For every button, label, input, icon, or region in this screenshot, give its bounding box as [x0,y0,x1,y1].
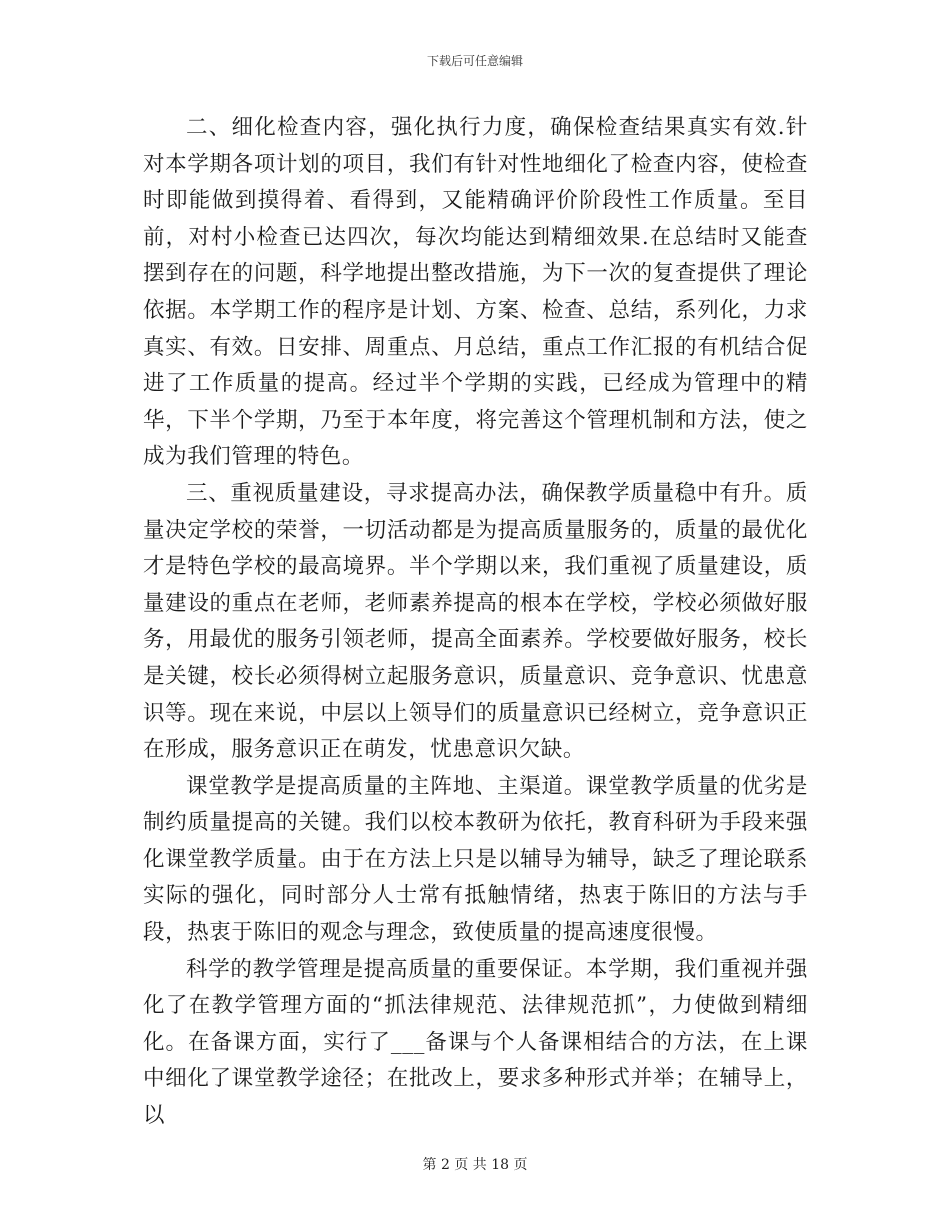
paragraph-1: 二、细化检查内容，强化执行力度，确保检查结果真实有效.针对本学期各项计划的项目，我们有针对性地细化了检查内容，使检查时即能做到摸得着、看得到，又能精确评价阶段性工作质量。至目前，对村小检查已达四次，每次均能达到精细效果.在总结时又能查摆到存在的问题，科学地提出整改措施，为下一次的复查提供了理论依据。本学期工作的程序是计划、方案、检查、总结，系列化，力求真实、有效。日安排、周重点、月总结，重点工作汇报的有机结合促进了工作质量的提高。经过半个学期的实践，已经成为管理中的精华，下半个学期，乃至于本年度，将完善这个管理机制和方法，使之成为我们管理的特色。 [143,115,808,470]
page-footer: 第 2 页 共 18 页 [422,1157,528,1173]
document-body [143,110,808,1135]
paragraph-2: 三、重视质量建设，寻求提高办法，确保教学质量稳中有升。质量决定学校的荣誉，一切活动都是为提高质量服务的，质量的最优化才是特色学校的最高境界。半个学期以来，我们重视了质量建设，质量建设的重点在老师，老师素养提高的根本在学校，学校必须做好服务，用最优的服务引领老师，提高全面素养。学校要做好服务，校长是关键，校长必须得树立起服务意识，质量意识、竞争意识、忧患意识等。现在来说，中层以上领导们的质量意识已经树立，竞争意识正在形成，服务意识正在萌发，忧患意识欠缺。 [143,480,808,763]
page-header: 下载后可任意编辑 [426,54,523,68]
paragraph-3: 课堂教学是提高质量的主阵地、主渠道。课堂教学质量的优劣是制约质量提高的关键。我们以校本教研为依托，教育科研为手段来强化课堂教学质量。由于在方法上只是以辅导为辅导，缺乏了理论联系实际的强化，同时部分人士常有抵触情绪，热衷于陈旧的方法与手段，热衷于陈旧的观念与理念，致使质量的提高速度很慢。 [143,773,808,946]
paragraph-4: 科学的教学管理是提高质量的重要保证。本学期，我们重视并强化了在教学管理方面的“抓法律规范、法律规范抓”，力使做到精细化。在备课方面，实行了___备课与个人备课相结合的方法，在上课中细化了课堂教学途径；在批改上，要求多种形式并举；在辅导上，以 [143,956,808,1129]
